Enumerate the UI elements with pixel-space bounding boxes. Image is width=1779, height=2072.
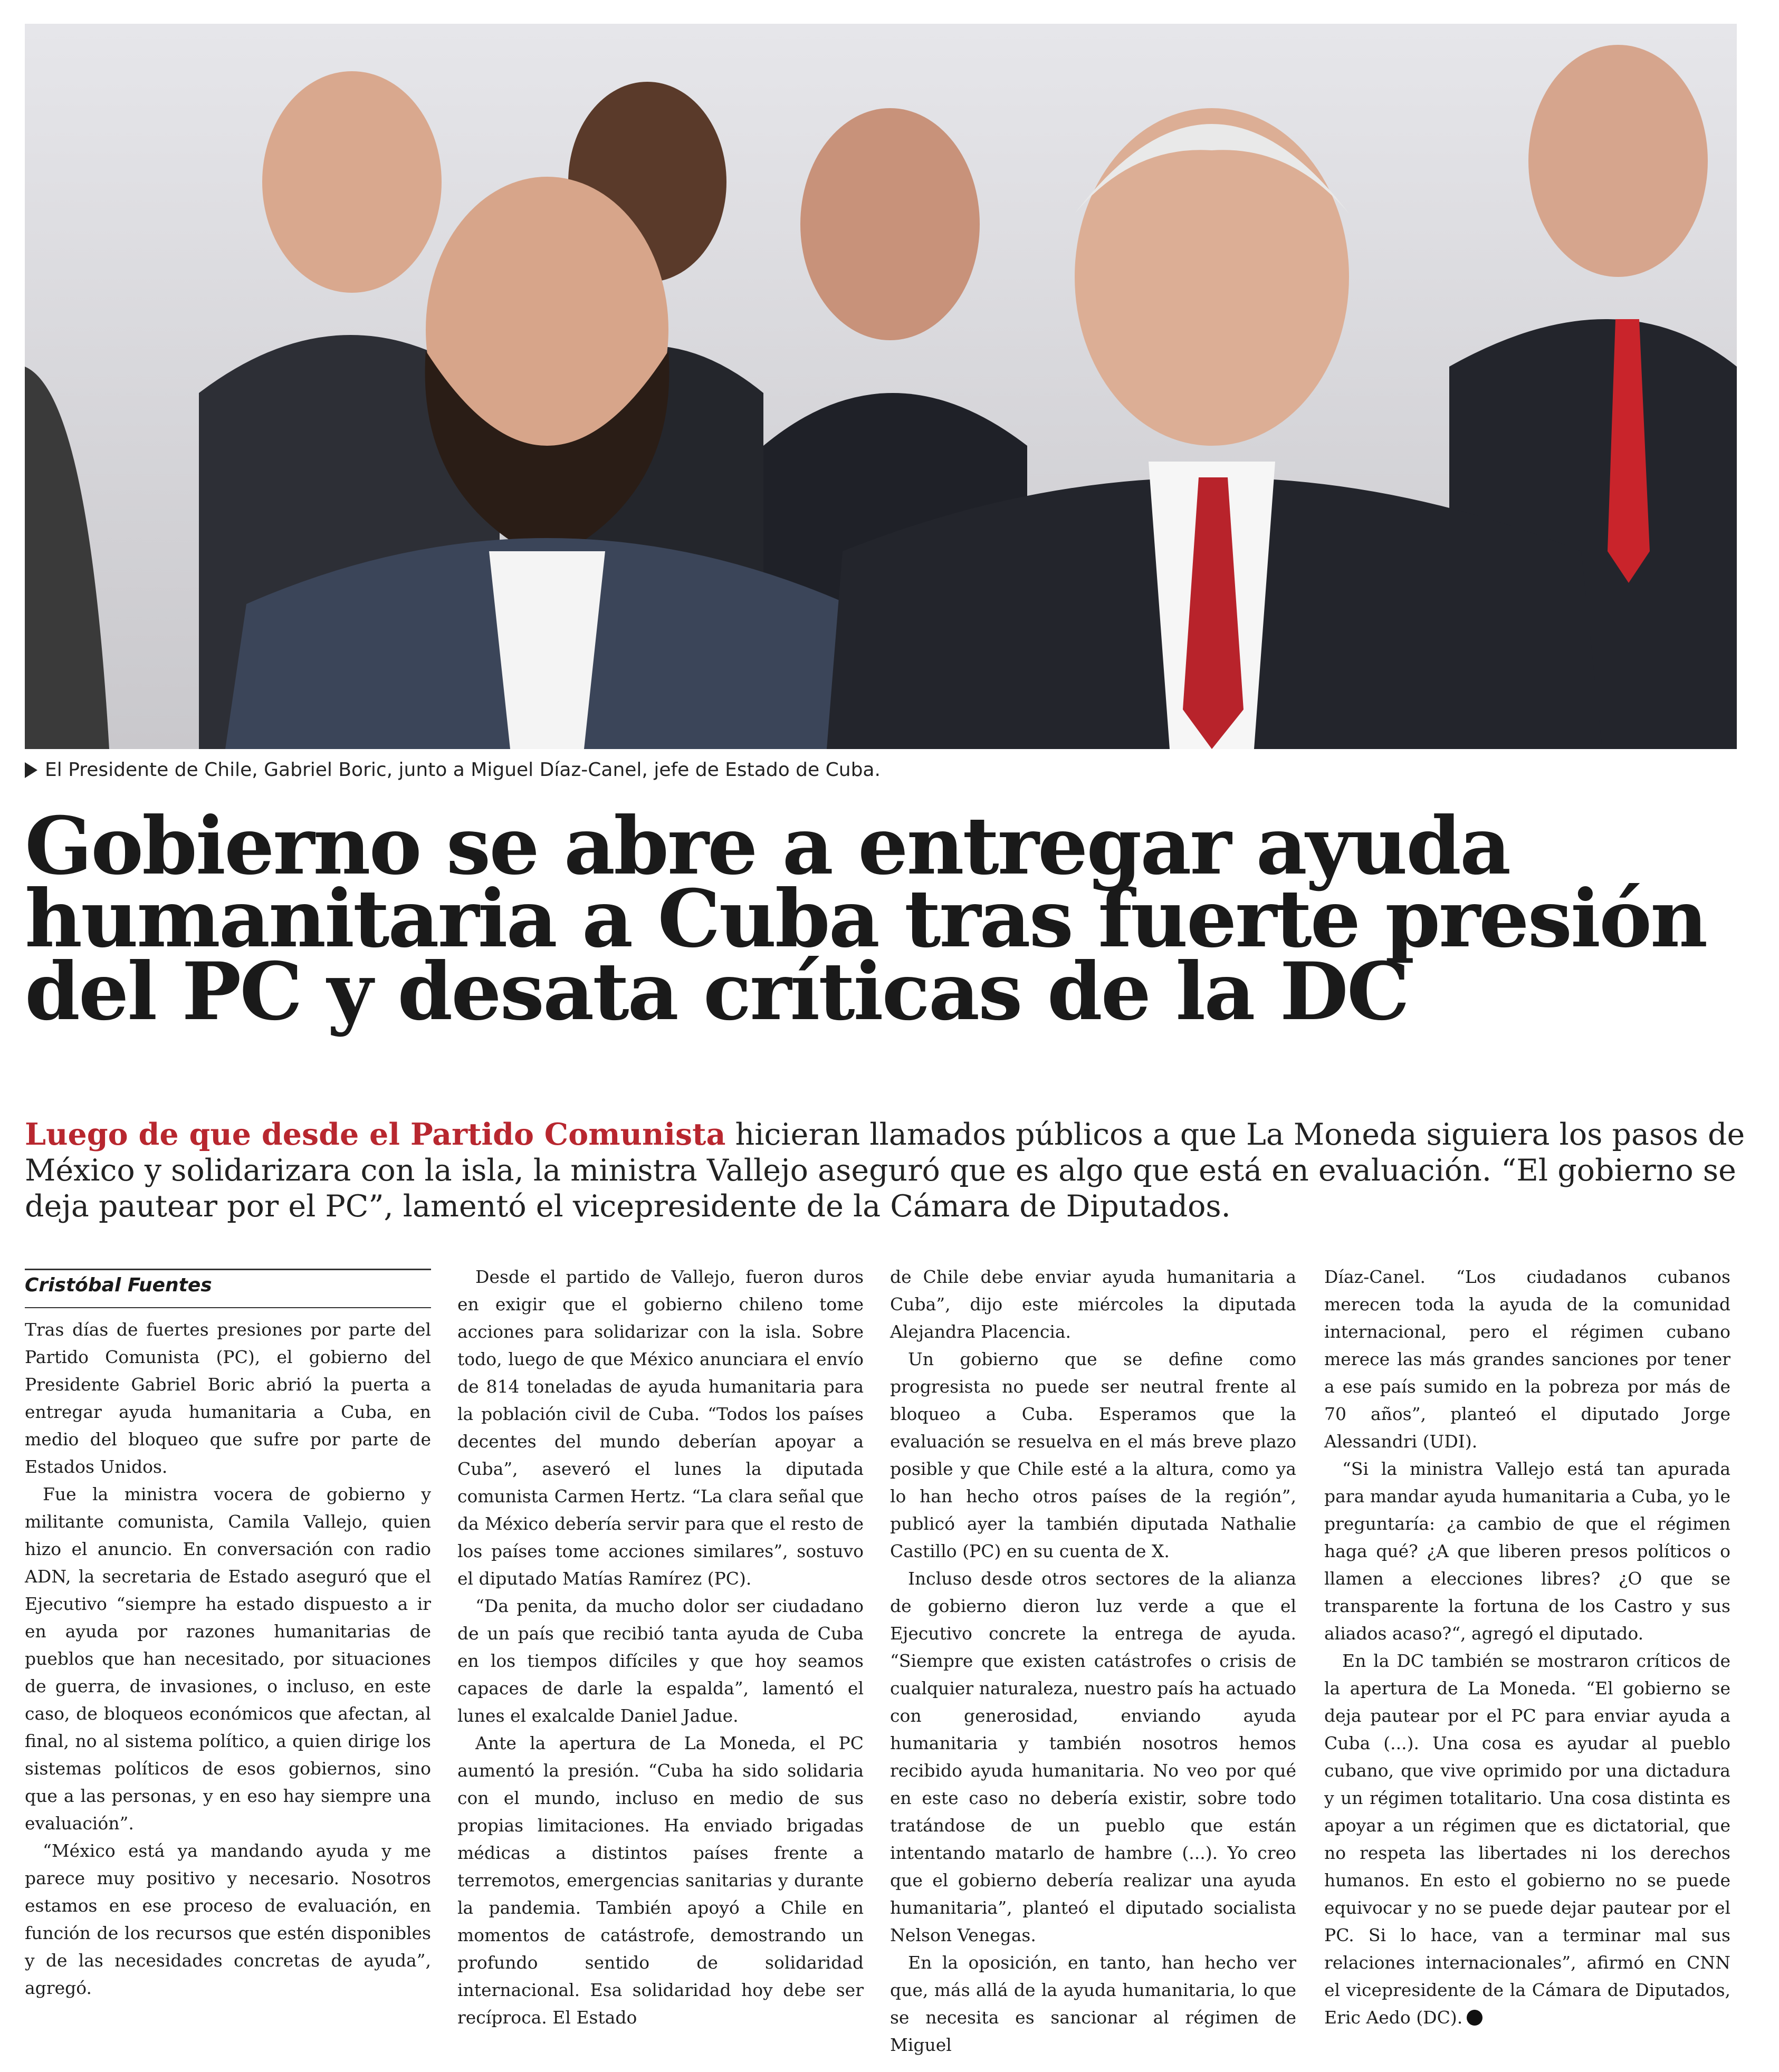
paragraph: “México está ya mandando ayuda y me parece muy positivo y necesario. Nosotros estamos en ese proceso de evaluación, en función de los recursos que estén disponibles y de las necesidades concretas de ayuda”, agregó. [25,1840,431,1998]
paragraph [1324,1647,1730,2031]
paragraph-text: En la DC también se mostraron críticos de la apertura de La Moneda. “El gobierno se deja pautear por el PC para enviar ayuda a Cuba (...). Una cosa es ayudar al pueblo cubano, que vive oprimido por una dictadura y un régimen totalitario. Una cosa distinta es apoyar a un régimen que es dictatorial, que no respeta las libertades ni los derechos humanos. En esto el gobierno no se puede equivocar y no se puede dejar pautear por el PC. Si lo hace, van a terminar mal sus relaciones internacionales”, afirmó en CNN el vicepresidente de la Cámara de Diputados, Eric Aedo (DC). [1324,1651,1730,2028]
paragraph: de Chile debe enviar ayuda humanitaria a Cuba”, dijo este miércoles la diputada Alejandra Placencia. [890,1267,1296,1342]
article-column-1 [25,1316,431,2002]
paragraph: Tras días de fuertes presiones por parte del Partido Comunista (PC), el gobierno del Presidente Gabriel Boric abrió la puerta a entregar ayuda humanitaria a Cuba, en medio del bloqueo que sufre por parte de Estados Unidos. [25,1319,431,1477]
byline [25,1269,431,1296]
author-name: Cristóbal Fuentes [25,1274,212,1296]
paragraph: En la oposición, en tanto, han hecho ver que, más allá de la ayuda humanitaria, lo que se necesita es sancionar al régimen de Miguel [890,1952,1296,2055]
caption-text: El Presidente de Chile, Gabriel Boric, junto a Miguel Díaz-Canel, jefe de Estado de Cuba. [45,759,881,781]
paragraph: Ante la apertura de La Moneda, el PC aumentó la presión. “Cuba ha sido solidaria con el mundo, incluso en medio de sus propias limitaciones. Ha enviado brigadas médicas a distintos países frente a terremotos, emergencias sanitarias y durante la pandemia. También apoyó a Chile en momentos de catástrofe, demostrando un profundo sentido de solidaridad internacional. Esa solidaridad hoy debe ser recíproca. El Estado [457,1733,864,2028]
caption-triangle-icon [25,762,37,778]
headline-line-1: Gobierno se abre a entregar ayuda [25,800,1510,893]
headline-line-2: humanitaria a Cuba tras fuerte presión [25,872,1707,965]
lead-highlight: Luego de que desde el Partido Comunista [25,1117,726,1152]
paragraph: “Si la ministra Vallejo está tan apurada para mandar ayuda humanitaria a Cuba, yo le preguntaría: ¿a cambio de que el régimen haga qué? ¿A que liberen presos políticos o llamen a elecciones libres? ¿O que se transparente la fortuna de los Castro y sus aliados acaso?“, agregó el diputado. [1324,1459,1730,1644]
lead-text: hicieran llamados públicos a que La Moneda siguiera los pasos de México y solidarizara con la isla, la ministra Vallejo aseguró que es algo que está en evaluación. “El gobierno se deja pautear por el PC”, lamentó el vicepresidente de la Cámara de Diputados. [25,1117,1745,1224]
photo-caption [25,755,881,785]
byline-rule [25,1307,431,1308]
paragraph: Desde el partido de Vallejo, fueron duros en exigir que el gobierno chileno tome acciones para solidarizar con la isla. Sobre todo, luego de que México anunciara el envío de 814 toneladas de ayuda humanitaria para la población civil de Cuba. “Todos los países decentes del mundo deberían apoyar a Cuba”, aseveró el lunes la diputada comunista Carmen Hertz. “La clara señal que da México debería servir para que el resto de los países tome acciones similares”, sostuvo el diputado Matías Ramírez (PC). [457,1267,864,1589]
paragraph: Díaz-Canel. “Los ciudadanos cubanos merecen toda la ayuda de la comunidad internacional, pero el régimen cubano merece las más grandes sanciones por tener a ese país sumido en la pobreza por más de 70 años”, planteó el diputado Jorge Alessandri (UDI). [1324,1267,1730,1452]
news-photo [25,24,1737,749]
headline [25,800,1750,1038]
paragraph: Fue la ministra vocera de gobierno y militante comunista, Camila Vallejo, quien hizo el anuncio. En conversación con radio ADN, la secretaria de Estado aseguró que el Ejecutivo “siempre ha estado dispuesto a ir en ayuda por razones humanitarias de pueblos que han necesitado, por situaciones de guerra, de invasiones, o incluso, en este caso, de bloqueos económicos que afectan, al final, no al sistema político, a quien dirige los sistemas políticos de esos gobiernos, sino que a las personas, y en eso hay siempre una evaluación”. [25,1484,431,1834]
lead-paragraph [25,1117,1750,1224]
article-column-4 [1324,1263,1730,2031]
end-of-article-icon [1467,2010,1482,2026]
article-column-2 [457,1263,864,2031]
paragraph: Un gobierno que se define como progresista no puede ser neutral frente al bloqueo a Cuba. Esperamos que la evaluación se resuelva en el más breve plazo posible y que Chile esté a la altura, como ya lo han hecho otros países de la región”, publicó ayer la también diputada Nathalie Castillo (PC) en su cuenta de X. [890,1349,1296,1561]
headline-line-3: del PC y desata críticas de la DC [25,945,1409,1038]
photo-illustration [25,24,1737,749]
paragraph: Incluso desde otros sectores de la alianza de gobierno dieron luz verde a que el Ejecutivo concrete la entrega de ayuda. “Siempre que existen catástrofes o crisis de cualquier naturaleza, nuestro país ha actuado con generosidad, enviando ayuda humanitaria y también nosotros hemos recibido ayuda humanitaria. No veo por qué en este caso no debería existir, sobre todo tratándose de un pueblo que están intentando matarlo de hambre (...). Yo creo que el gobierno debería realizar una ayuda humanitaria”, planteó el diputado socialista Nelson Venegas. [890,1568,1296,1945]
article-column-3 [890,1263,1296,2059]
paragraph: “Da penita, da mucho dolor ser ciudadano de un país que recibió tanta ayuda de Cuba en los tiempos difíciles y que hoy seamos capaces de darle la espalda”, lamentó el lunes el exalcalde Daniel Jadue. [457,1596,864,1726]
